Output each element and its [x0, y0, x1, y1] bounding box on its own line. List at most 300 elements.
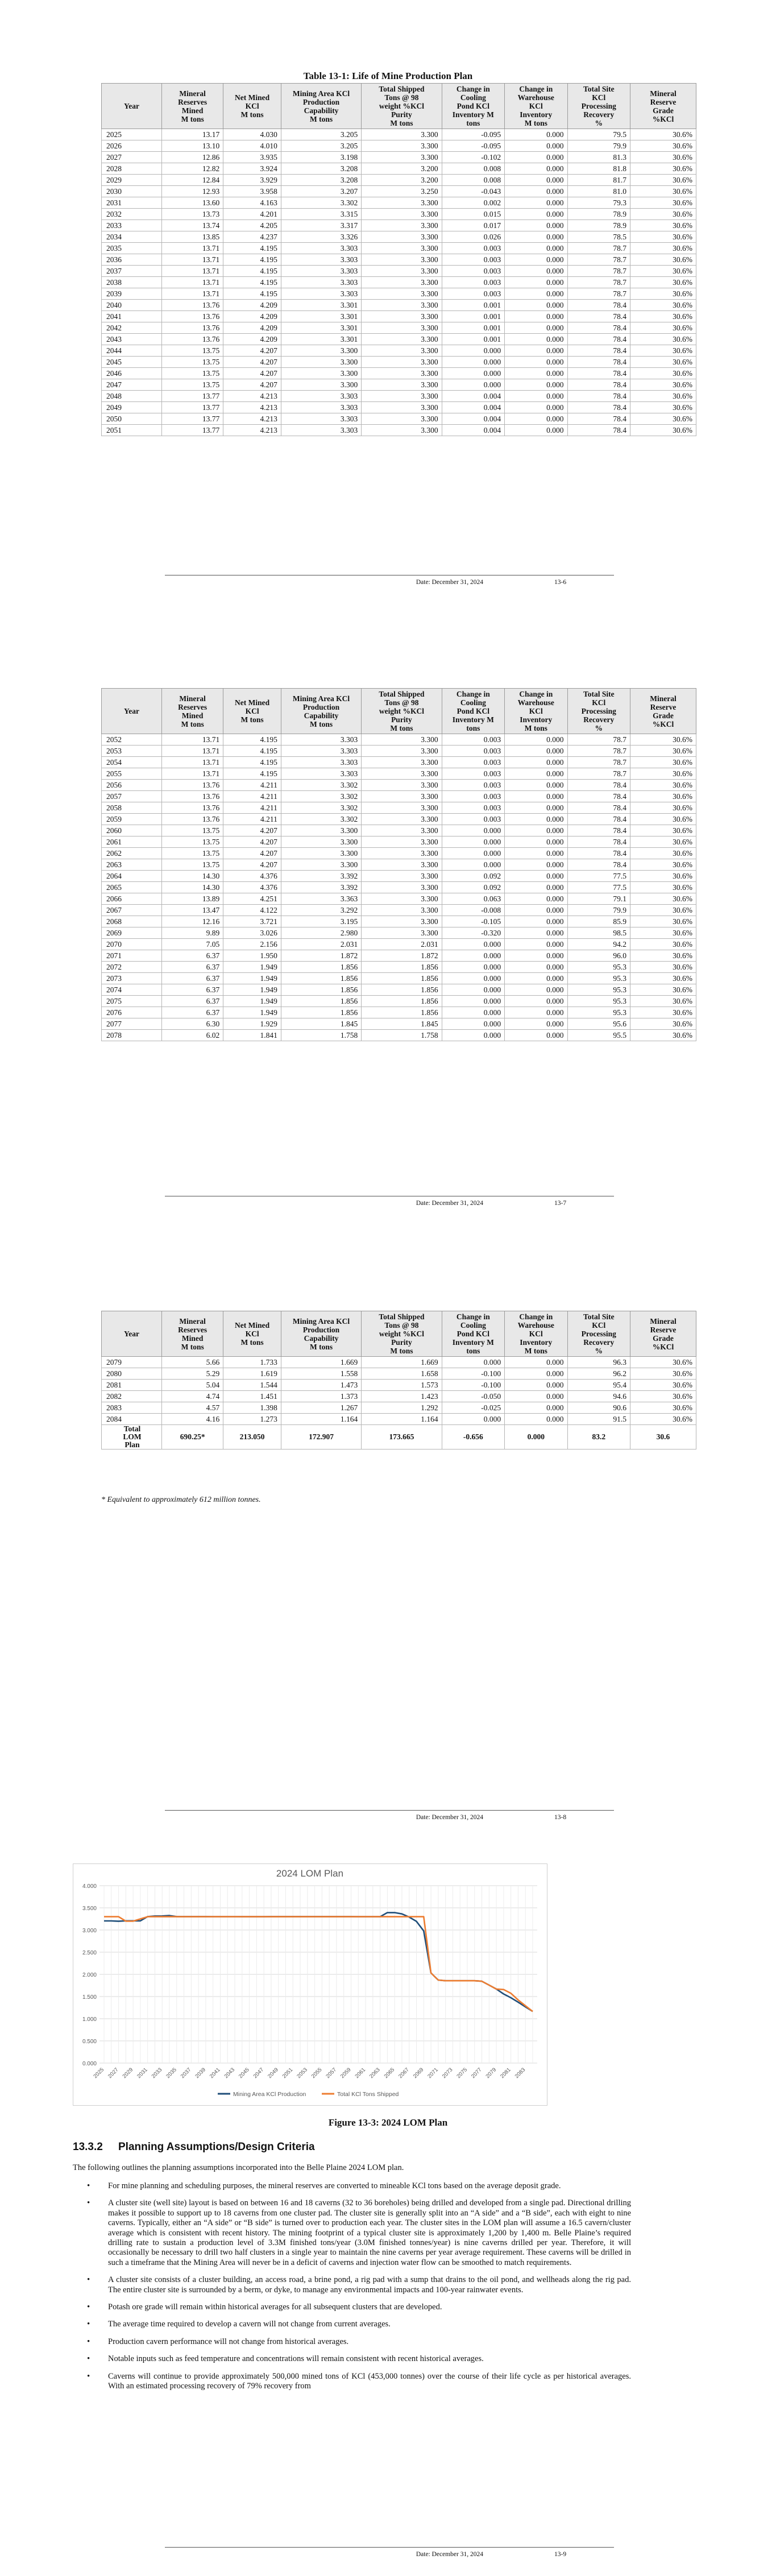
- table-row: [102, 334, 696, 345]
- value-cell: 81.8: [567, 163, 630, 175]
- value-cell: 4.213: [223, 391, 281, 402]
- x-tick-label: 2063: [368, 2066, 381, 2080]
- value-cell: 98.5: [567, 927, 630, 939]
- value-cell: 3.300: [362, 825, 442, 836]
- series-line-1: [104, 1917, 533, 2012]
- value-cell: 0.000: [505, 266, 567, 277]
- lom-table-part-1: [101, 83, 696, 436]
- table-row: [102, 927, 696, 939]
- table-header-row: [102, 84, 696, 129]
- table-row: [102, 254, 696, 266]
- value-cell: 1.949: [223, 996, 281, 1007]
- value-cell: 30.6%: [630, 905, 696, 916]
- value-cell: 3.302: [281, 780, 361, 791]
- footer-date: Date: December 31, 2024: [416, 2551, 483, 2558]
- value-cell: 30.6%: [630, 413, 696, 425]
- table-row: [102, 140, 696, 152]
- table-row: [102, 413, 696, 425]
- value-cell: 4.201: [223, 209, 281, 220]
- value-cell: 30.6%: [630, 1368, 696, 1380]
- value-cell: 30.6%: [630, 780, 696, 791]
- value-cell: 0.000: [505, 334, 567, 345]
- value-cell: 0.092: [442, 871, 504, 882]
- value-cell: 0.000: [505, 984, 567, 996]
- value-cell: 78.4: [567, 345, 630, 357]
- value-cell: 95.3: [567, 996, 630, 1007]
- value-cell: 30.6%: [630, 791, 696, 802]
- value-cell: 3.208: [281, 163, 361, 175]
- figure-caption: Figure 13-3: 2024 LOM Plan: [328, 2117, 448, 2128]
- x-tick-label: 2079: [484, 2066, 498, 2080]
- value-cell: 30.6%: [630, 859, 696, 871]
- value-cell: 0.000: [505, 1414, 567, 1425]
- total-label: Total LOM Plan: [102, 1425, 162, 1449]
- year-cell: 2050: [102, 413, 162, 425]
- value-cell: 78.4: [567, 848, 630, 859]
- x-tick-label: 2035: [165, 2066, 178, 2080]
- value-cell: 9.89: [162, 927, 223, 939]
- value-cell: 78.4: [567, 300, 630, 311]
- value-cell: 78.4: [567, 379, 630, 391]
- value-cell: 0.000: [505, 231, 567, 243]
- value-cell: 3.300: [362, 391, 442, 402]
- value-cell: 0.000: [505, 927, 567, 939]
- value-cell: 4.207: [223, 859, 281, 871]
- assumption-item: • Caverns will continue to provide approximately 500,000 mined tons of KCl (453,000 tonnes) over the course of their life cycle as per historical averages. With an estimated processing recovery of 79% recovery from: [108, 2372, 631, 2392]
- value-cell: 13.75: [162, 368, 223, 379]
- value-cell: 0.003: [442, 266, 504, 277]
- assumption-item: • A cluster site consists of a cluster building, an access road, a brine pond, a rig pad with a sump that drains to the oil pond, and wellheads along the rig pad. The entire cluster site is surrounded by a berm, or dyke, to manage any environmental impacts and 100-year rainwater events.: [108, 2275, 631, 2295]
- value-cell: 96.3: [567, 1357, 630, 1368]
- value-cell: 1.758: [362, 1030, 442, 1041]
- value-cell: 78.4: [567, 391, 630, 402]
- total-cell: 30.6: [630, 1425, 696, 1449]
- year-cell: 2036: [102, 254, 162, 266]
- value-cell: 30.6%: [630, 802, 696, 814]
- value-cell: 3.392: [281, 882, 361, 893]
- y-tick-label: 0.500: [82, 2039, 97, 2045]
- column-header: Total Shipped Tons @ 98 weight %KCl Purity M tons: [362, 1311, 442, 1357]
- value-cell: 0.000: [442, 973, 504, 984]
- value-cell: 0.000: [505, 311, 567, 322]
- value-cell: 13.76: [162, 334, 223, 345]
- value-cell: 0.000: [505, 791, 567, 802]
- value-cell: 13.77: [162, 402, 223, 413]
- table-row: [102, 882, 696, 893]
- table-row: [102, 311, 696, 322]
- value-cell: 79.5: [567, 129, 630, 140]
- value-cell: 78.4: [567, 836, 630, 848]
- value-cell: 3.200: [362, 163, 442, 175]
- value-cell: 30.6%: [630, 186, 696, 197]
- value-cell: 30.6%: [630, 266, 696, 277]
- value-cell: 1.949: [223, 962, 281, 973]
- value-cell: 0.004: [442, 402, 504, 413]
- value-cell: 5.29: [162, 1368, 223, 1380]
- year-cell: 2035: [102, 243, 162, 254]
- value-cell: 78.7: [567, 266, 630, 277]
- value-cell: 0.000: [505, 197, 567, 209]
- value-cell: 3.303: [281, 402, 361, 413]
- value-cell: 0.000: [505, 996, 567, 1007]
- value-cell: 0.000: [505, 836, 567, 848]
- year-cell: 2038: [102, 277, 162, 288]
- value-cell: 0.015: [442, 209, 504, 220]
- x-tick-label: 2071: [426, 2066, 439, 2080]
- value-cell: 13.75: [162, 379, 223, 391]
- value-cell: 0.000: [505, 1391, 567, 1402]
- value-cell: 0.000: [505, 734, 567, 746]
- value-cell: 0.000: [505, 152, 567, 163]
- value-cell: 3.205: [281, 129, 361, 140]
- value-cell: 30.6%: [630, 300, 696, 311]
- value-cell: 3.300: [362, 893, 442, 905]
- total-cell: 690.25*: [162, 1425, 223, 1449]
- x-tick-label: 2075: [455, 2066, 469, 2080]
- table-row: [102, 734, 696, 746]
- value-cell: 0.000: [505, 413, 567, 425]
- value-cell: 30.6%: [630, 334, 696, 345]
- value-cell: 3.958: [223, 186, 281, 197]
- value-cell: 0.000: [442, 357, 504, 368]
- value-cell: 1.544: [223, 1380, 281, 1391]
- table-row: [102, 1030, 696, 1041]
- value-cell: 12.93: [162, 186, 223, 197]
- y-tick-label: 3.000: [82, 1928, 97, 1934]
- value-cell: 30.6%: [630, 916, 696, 927]
- table-row: [102, 1357, 696, 1368]
- value-cell: 3.303: [281, 757, 361, 768]
- lom-table-part-2: [101, 688, 696, 1041]
- value-cell: 0.008: [442, 163, 504, 175]
- value-cell: 3.303: [281, 734, 361, 746]
- value-cell: 3.300: [362, 266, 442, 277]
- table-row: [102, 209, 696, 220]
- value-cell: 0.008: [442, 175, 504, 186]
- column-header: Net Mined KCl M tons: [223, 84, 281, 129]
- value-cell: 13.71: [162, 277, 223, 288]
- x-tick-label: 2057: [325, 2066, 338, 2080]
- value-cell: 14.30: [162, 871, 223, 882]
- value-cell: 0.000: [505, 871, 567, 882]
- value-cell: 30.6%: [630, 1357, 696, 1368]
- value-cell: 2.031: [281, 939, 361, 950]
- value-cell: 0.000: [505, 962, 567, 973]
- value-cell: 0.000: [442, 1414, 504, 1425]
- year-cell: 2044: [102, 345, 162, 357]
- value-cell: 0.003: [442, 757, 504, 768]
- value-cell: 0.000: [505, 243, 567, 254]
- column-header: Change in Cooling Pond KCl Inventory M tons: [442, 84, 504, 129]
- value-cell: 1.451: [223, 1391, 281, 1402]
- value-cell: 78.4: [567, 311, 630, 322]
- value-cell: 78.7: [567, 768, 630, 780]
- total-row: [102, 1425, 696, 1449]
- value-cell: 1.273: [223, 1414, 281, 1425]
- value-cell: 0.000: [505, 780, 567, 791]
- value-cell: 30.6%: [630, 768, 696, 780]
- value-cell: 30.6%: [630, 379, 696, 391]
- table-row: [102, 129, 696, 140]
- section-number: 13.3.2: [73, 2141, 103, 2153]
- x-tick-label: 2055: [310, 2066, 323, 2080]
- table-row: [102, 1402, 696, 1414]
- value-cell: 12.84: [162, 175, 223, 186]
- table-row: [102, 175, 696, 186]
- year-cell: 2072: [102, 962, 162, 973]
- column-header: Mineral Reserve Grade %KCl: [630, 689, 696, 734]
- x-tick-label: 2077: [470, 2066, 483, 2080]
- table-row: [102, 402, 696, 413]
- table-row: [102, 984, 696, 996]
- value-cell: 0.000: [505, 746, 567, 757]
- value-cell: 96.0: [567, 950, 630, 962]
- value-cell: 3.300: [362, 848, 442, 859]
- value-cell: 3.300: [362, 129, 442, 140]
- value-cell: 0.000: [505, 425, 567, 436]
- value-cell: 3.300: [362, 220, 442, 231]
- value-cell: -0.320: [442, 927, 504, 939]
- y-tick-label: 1.500: [82, 1994, 97, 2001]
- value-cell: 95.6: [567, 1018, 630, 1030]
- value-cell: 3.300: [362, 425, 442, 436]
- value-cell: 85.9: [567, 916, 630, 927]
- value-cell: 0.001: [442, 311, 504, 322]
- table-row: [102, 825, 696, 836]
- value-cell: 0.000: [442, 379, 504, 391]
- year-cell: 2078: [102, 1030, 162, 1041]
- value-cell: 78.4: [567, 825, 630, 836]
- value-cell: 3.300: [362, 345, 442, 357]
- year-cell: 2056: [102, 780, 162, 791]
- value-cell: 13.47: [162, 905, 223, 916]
- value-cell: 3.300: [281, 859, 361, 871]
- value-cell: 3.315: [281, 209, 361, 220]
- value-cell: 4.207: [223, 368, 281, 379]
- value-cell: 1.669: [281, 1357, 361, 1368]
- table-row: [102, 186, 696, 197]
- value-cell: 77.5: [567, 871, 630, 882]
- year-cell: 2046: [102, 368, 162, 379]
- value-cell: 0.000: [505, 186, 567, 197]
- value-cell: 6.37: [162, 962, 223, 973]
- column-header: Total Site KCl Processing Recovery %: [567, 689, 630, 734]
- value-cell: 4.163: [223, 197, 281, 209]
- value-cell: 81.0: [567, 186, 630, 197]
- section-title: Planning Assumptions/Design Criteria: [118, 2141, 315, 2153]
- value-cell: 0.002: [442, 197, 504, 209]
- x-tick-label: 2041: [208, 2066, 222, 2080]
- year-cell: 2033: [102, 220, 162, 231]
- value-cell: 13.10: [162, 140, 223, 152]
- legend-label: Mining Area KCl Production: [233, 2091, 306, 2098]
- value-cell: 81.3: [567, 152, 630, 163]
- year-cell: 2084: [102, 1414, 162, 1425]
- value-cell: 3.300: [362, 254, 442, 266]
- value-cell: 13.77: [162, 391, 223, 402]
- year-cell: 2069: [102, 927, 162, 939]
- column-header: Mineral Reserve Grade %KCl: [630, 84, 696, 129]
- total-cell: 173.665: [362, 1425, 442, 1449]
- value-cell: -0.105: [442, 916, 504, 927]
- lom-table-part-3: [101, 1311, 696, 1449]
- value-cell: 1.949: [223, 984, 281, 996]
- table-row: [102, 893, 696, 905]
- value-cell: 30.6%: [630, 927, 696, 939]
- value-cell: 3.300: [281, 836, 361, 848]
- value-cell: 30.6%: [630, 129, 696, 140]
- value-cell: 0.000: [505, 163, 567, 175]
- value-cell: 1.856: [362, 973, 442, 984]
- column-header: Change in Cooling Pond KCl Inventory M tons: [442, 1311, 504, 1357]
- value-cell: 13.71: [162, 768, 223, 780]
- value-cell: 0.001: [442, 334, 504, 345]
- y-tick-label: 1.000: [82, 2016, 97, 2023]
- x-tick-label: 2049: [267, 2066, 280, 2080]
- value-cell: 30.6%: [630, 209, 696, 220]
- section-intro: The following outlines the planning assumptions incorporated into the Belle Plaine 2024 LOM plan.: [73, 2163, 404, 2172]
- value-cell: 30.6%: [630, 836, 696, 848]
- value-cell: 30.6%: [630, 277, 696, 288]
- table-row: [102, 345, 696, 357]
- value-cell: 30.6%: [630, 757, 696, 768]
- value-cell: 30.6%: [630, 425, 696, 436]
- total-cell: -0.656: [442, 1425, 504, 1449]
- value-cell: 30.6%: [630, 1402, 696, 1414]
- assumption-item: • The average time required to develop a cavern will not change from current averages.: [108, 2320, 631, 2329]
- value-cell: 3.300: [362, 277, 442, 288]
- value-cell: 78.4: [567, 859, 630, 871]
- value-cell: 30.6%: [630, 140, 696, 152]
- value-cell: 3.300: [362, 734, 442, 746]
- x-tick-label: 2065: [383, 2066, 396, 2080]
- value-cell: 30.6%: [630, 175, 696, 186]
- value-cell: 3.300: [362, 791, 442, 802]
- x-tick-label: 2047: [252, 2066, 265, 2080]
- value-cell: 4.74: [162, 1391, 223, 1402]
- value-cell: 78.4: [567, 780, 630, 791]
- value-cell: 13.74: [162, 220, 223, 231]
- value-cell: 30.6%: [630, 962, 696, 973]
- assumption-item: • For mine planning and scheduling purposes, the mineral reserves are converted to mineable KCl tons based on the average deposit grade.: [108, 2181, 631, 2191]
- year-cell: 2066: [102, 893, 162, 905]
- table-row: [102, 277, 696, 288]
- value-cell: 77.5: [567, 882, 630, 893]
- value-cell: 0.000: [505, 391, 567, 402]
- table-footnote: * Equivalent to approximately 612 million tonnes.: [101, 1496, 261, 1504]
- value-cell: 6.37: [162, 973, 223, 984]
- value-cell: 4.207: [223, 357, 281, 368]
- x-tick-label: 2039: [194, 2066, 208, 2080]
- value-cell: 4.195: [223, 277, 281, 288]
- value-cell: 0.000: [505, 825, 567, 836]
- value-cell: 3.300: [362, 780, 442, 791]
- value-cell: 4.195: [223, 243, 281, 254]
- footer-date: Date: December 31, 2024: [416, 579, 483, 586]
- column-header: Mineral Reserves Mined M tons: [162, 1311, 223, 1357]
- value-cell: 0.000: [505, 402, 567, 413]
- value-cell: 13.71: [162, 266, 223, 277]
- value-cell: 2.031: [362, 939, 442, 950]
- value-cell: 0.000: [442, 1030, 504, 1041]
- value-cell: 1.949: [223, 1007, 281, 1018]
- table-row: [102, 368, 696, 379]
- value-cell: 3.026: [223, 927, 281, 939]
- value-cell: 3.300: [362, 814, 442, 825]
- assumption-item: • Production cavern performance will not change from historical averages.: [108, 2337, 631, 2347]
- value-cell: 96.2: [567, 1368, 630, 1380]
- value-cell: 6.37: [162, 984, 223, 996]
- value-cell: 4.195: [223, 768, 281, 780]
- value-cell: 0.003: [442, 254, 504, 266]
- value-cell: 13.85: [162, 231, 223, 243]
- lom-chart-svg: [73, 1864, 547, 2105]
- value-cell: 4.195: [223, 734, 281, 746]
- value-cell: 0.000: [505, 220, 567, 231]
- value-cell: 78.7: [567, 757, 630, 768]
- assumption-item: • A cluster site (well site) layout is based on between 16 and 18 caverns (32 to 36 boreholes) being drilled and developed from a single pad. Directional drilling makes it possible to support up to 18 caverns from one cluster pad. The cluster site is generally split into an “A side” and a “B side”, each with eight to nine caverns. Typically, either an “A side” or “B side” is turned over to production each year. The cluster sites in the LOM plan will assume a 16.5 cavern/cluster average which is consistent with recent history. The mining footprint of a typical cluster site is approximately 1,200 by 1,400 m. Belle Plaine’s required drilling rate to sustain a production level of 3.3M finished tons/year (3.0M finished tonnes/year) is nine caverns drilled per year. Therefore, it will occasionally be necessary to drill two half clusters in a single year to maintain the nine caverns per year average requirement. These caverns will be drilled in such a timeframe that the Mining Area will never be in a deficit of caverns and injection water flow can be smoothed to match requirements.: [108, 2198, 631, 2268]
- table-row: [102, 1391, 696, 1402]
- value-cell: 90.6: [567, 1402, 630, 1414]
- column-header: Mining Area KCl Production Capability M tons: [281, 84, 361, 129]
- value-cell: 1.856: [362, 1007, 442, 1018]
- value-cell: 6.30: [162, 1018, 223, 1030]
- table-title: Table 13-1: Life of Mine Production Plan: [303, 71, 473, 81]
- year-cell: 2063: [102, 859, 162, 871]
- value-cell: 12.86: [162, 152, 223, 163]
- value-cell: 1.929: [223, 1018, 281, 1030]
- x-tick-label: 2045: [237, 2066, 251, 2080]
- value-cell: 5.04: [162, 1380, 223, 1391]
- table-row: [102, 322, 696, 334]
- value-cell: 3.302: [281, 814, 361, 825]
- value-cell: 0.000: [442, 848, 504, 859]
- value-cell: 3.205: [281, 140, 361, 152]
- table-row: [102, 996, 696, 1007]
- value-cell: 30.6%: [630, 402, 696, 413]
- value-cell: 3.300: [362, 357, 442, 368]
- value-cell: 0.000: [505, 939, 567, 950]
- value-cell: 3.300: [362, 300, 442, 311]
- page-number: 13-7: [554, 1200, 567, 1207]
- value-cell: 3.300: [362, 757, 442, 768]
- value-cell: 0.004: [442, 425, 504, 436]
- value-cell: 1.841: [223, 1030, 281, 1041]
- value-cell: 30.6%: [630, 345, 696, 357]
- year-cell: 2030: [102, 186, 162, 197]
- column-header: Mineral Reserves Mined M tons: [162, 689, 223, 734]
- value-cell: 1.292: [362, 1402, 442, 1414]
- value-cell: 3.326: [281, 231, 361, 243]
- value-cell: 13.76: [162, 311, 223, 322]
- table-row: [102, 1018, 696, 1030]
- value-cell: 1.398: [223, 1402, 281, 1414]
- y-tick-label: 2.500: [82, 1950, 97, 1956]
- table-row: [102, 871, 696, 882]
- value-cell: 3.300: [362, 243, 442, 254]
- value-cell: 0.000: [505, 140, 567, 152]
- value-cell: 6.37: [162, 1007, 223, 1018]
- value-cell: 1.845: [281, 1018, 361, 1030]
- value-cell: 0.001: [442, 300, 504, 311]
- year-cell: 2065: [102, 882, 162, 893]
- x-tick-label: 2083: [513, 2066, 527, 2080]
- x-tick-label: 2037: [179, 2066, 193, 2080]
- value-cell: 0.000: [505, 1030, 567, 1041]
- value-cell: 13.71: [162, 734, 223, 746]
- value-cell: 78.7: [567, 288, 630, 300]
- y-tick-label: 3.500: [82, 1906, 97, 1912]
